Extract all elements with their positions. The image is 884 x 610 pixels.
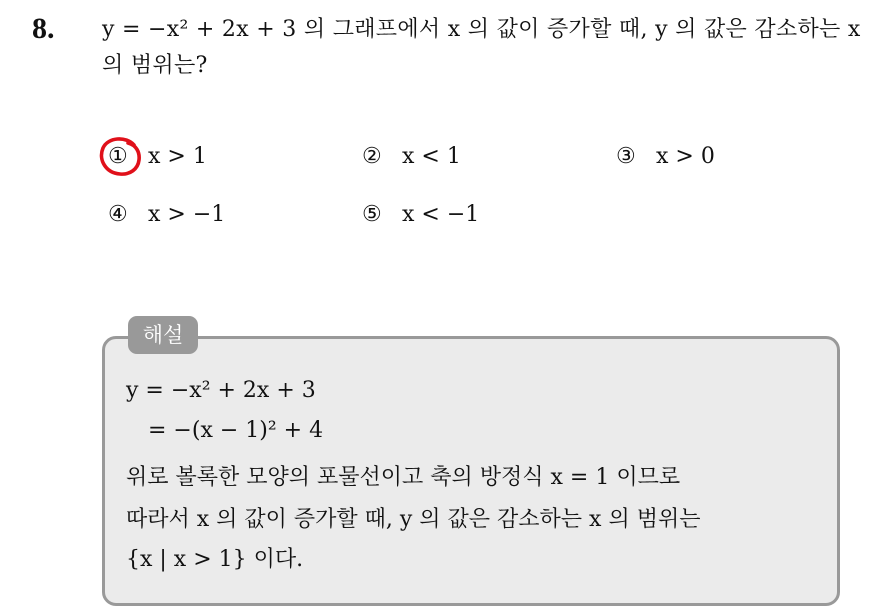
question-number: 8. <box>32 12 55 45</box>
option-number: ⑤ <box>362 202 382 227</box>
option-2[interactable] <box>362 142 461 172</box>
option-number: ③ <box>616 144 636 169</box>
option-text: x > −1 <box>148 202 226 227</box>
solution-line: 위로 볼록한 모양의 포물선이고 축의 방정식 x = 1 이므로 <box>126 465 681 490</box>
solution-line: 따라서 x 의 값이 증가할 때, y 의 값은 감소하는 x 의 범위는 <box>126 507 701 532</box>
option-text: x > 0 <box>656 144 715 169</box>
option-5[interactable] <box>362 200 479 230</box>
option-text: x > 1 <box>148 144 207 169</box>
question-text: y = −x² + 2x + 3 의 그래프에서 x 의 값이 증가할 때, y 의 값은 감소하는 x 의 범위는? <box>102 17 861 78</box>
solution-line: {x | x > 1} 이다. <box>126 547 304 572</box>
option-number: ④ <box>108 202 128 227</box>
solution-line: y = −x² + 2x + 3 <box>126 378 316 403</box>
option-text: x < 1 <box>402 144 461 169</box>
option-number: ② <box>362 144 382 169</box>
option-number: ① <box>108 144 128 169</box>
option-text: x < −1 <box>402 202 480 227</box>
solution-tag: 해설 <box>128 316 198 354</box>
option-3[interactable] <box>616 142 715 172</box>
solution-line: = −(x − 1)² + 4 <box>148 418 324 443</box>
option-4[interactable] <box>108 200 225 230</box>
answer-circle-mark <box>98 136 142 178</box>
